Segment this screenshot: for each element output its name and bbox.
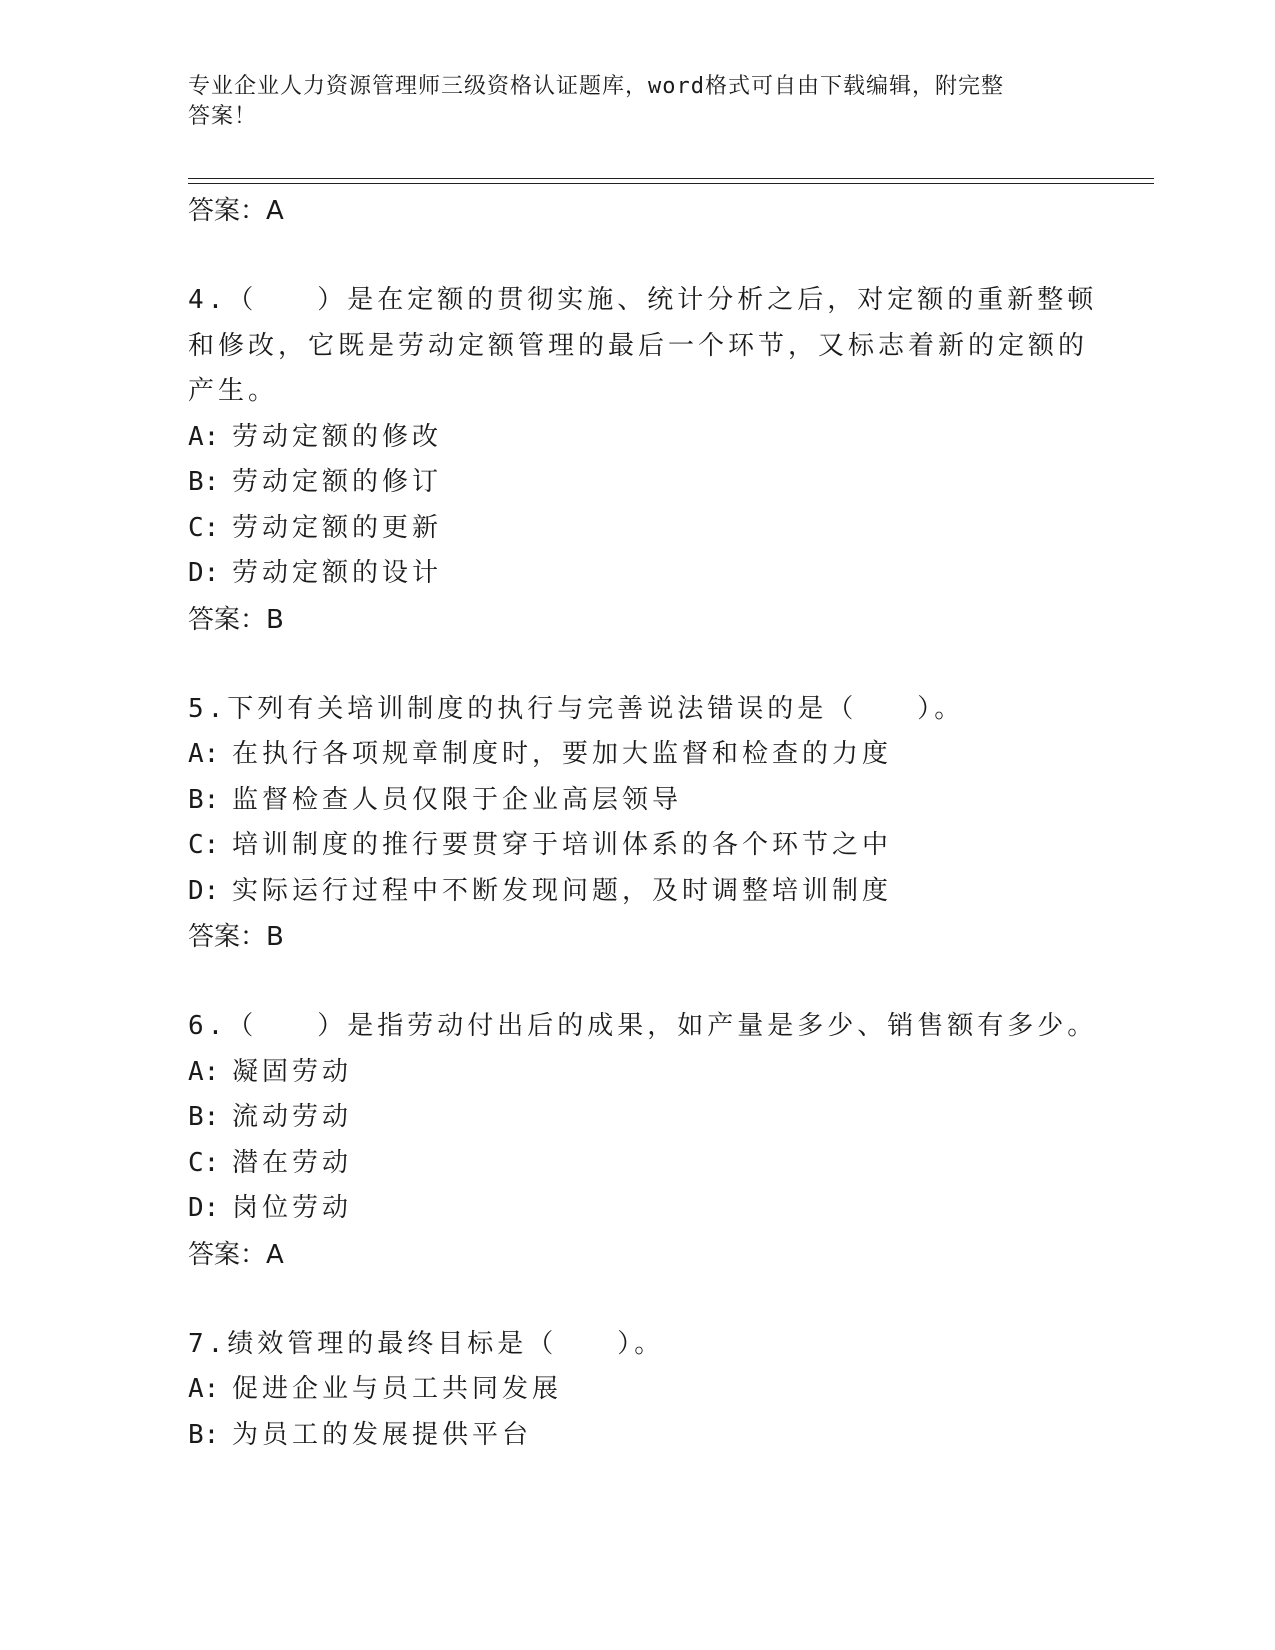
option-text: 劳动定额的修订 — [232, 467, 443, 497]
question-text-line: 5.下列有关培训制度的执行与完善说法错误的是（ ）。 — [188, 693, 965, 724]
question-text-line: 7.绩效管理的最终目标是（ ）。 — [188, 1328, 665, 1359]
option-text: 岗位劳动 — [232, 1193, 353, 1223]
page-header — [188, 72, 1068, 132]
option-letter: A: — [188, 739, 220, 769]
option-text: 凝固劳动 — [232, 1056, 353, 1087]
question-7 — [188, 1322, 1088, 1459]
question-text-line: 产生。 — [188, 376, 279, 406]
option-letter: B: — [188, 1102, 220, 1132]
header-line-1: 专业企业人力资源管理师三级资格认证题库，word格式可自由下载编辑，附完整 — [188, 74, 1004, 99]
option-letter: C: — [188, 830, 220, 860]
option-a — [188, 732, 1088, 778]
option-letter: C: — [188, 1147, 220, 1178]
option-text: 实际运行过程中不断发现问题，及时调整培训制度 — [232, 875, 893, 906]
option-text: 培训制度的推行要贯穿于培训体系的各个环节之中 — [232, 830, 893, 860]
option-letter: B: — [188, 467, 220, 497]
option-letter: B: — [188, 784, 220, 815]
header-divider-top — [188, 178, 1154, 179]
option-letter: C: — [188, 512, 220, 543]
answer-label: 答案：B — [188, 922, 284, 952]
option-text: 劳动定额的更新 — [232, 512, 443, 543]
option-a — [188, 1050, 1088, 1096]
question-6 — [188, 1004, 1098, 1278]
question-text-line: 4.（ ）是在定额的贯彻实施、统计分析之后，对定额的重新整顿 — [188, 285, 1098, 315]
option-text: 为员工的发展提供平台 — [232, 1419, 533, 1450]
option-letter: B: — [188, 1419, 220, 1450]
option-letter: A: — [188, 1056, 220, 1087]
option-text: 在执行各项规章制度时，要加大监督和检查的力度 — [232, 739, 893, 769]
option-text: 劳动定额的设计 — [232, 558, 443, 588]
option-a — [188, 1367, 1088, 1413]
answer-label: 答案：B — [188, 604, 284, 635]
option-b — [188, 1095, 1088, 1141]
question-text-line: 和修改，它既是劳动定额管理的最后一个环节，又标志着新的定额的 — [188, 330, 1089, 361]
answer-label: 答案：A — [188, 1239, 284, 1270]
option-c — [188, 1141, 1088, 1187]
option-c — [188, 506, 1088, 552]
option-letter: D: — [188, 1193, 220, 1223]
header-line-2: 答案！ — [188, 104, 258, 129]
option-text: 流动劳动 — [232, 1102, 353, 1132]
option-b — [188, 1413, 1088, 1459]
option-b — [188, 778, 1088, 824]
option-letter: D: — [188, 558, 220, 588]
question-4 — [188, 278, 1098, 643]
option-c — [188, 823, 1088, 869]
question-text-line: 6.（ ）是指劳动付出后的成果，如产量是多少、销售额有多少。 — [188, 1011, 1098, 1041]
option-text: 监督检查人员仅限于企业高层领导 — [232, 784, 683, 815]
option-b — [188, 460, 1088, 506]
question-5 — [188, 687, 1088, 961]
option-d — [188, 551, 1088, 597]
option-text: 潜在劳动 — [232, 1147, 353, 1178]
option-letter: D: — [188, 875, 220, 906]
option-text: 促进企业与员工共同发展 — [232, 1374, 563, 1404]
option-letter: A: — [188, 421, 220, 452]
option-d — [188, 1186, 1088, 1232]
option-d — [188, 869, 1088, 915]
question-list — [188, 188, 1098, 1458]
header-divider-bottom — [188, 183, 1154, 184]
option-letter: A: — [188, 1374, 220, 1404]
option-text: 劳动定额的修改 — [232, 421, 443, 452]
answer-label: 答案：A — [188, 196, 284, 226]
option-a — [188, 415, 1088, 461]
